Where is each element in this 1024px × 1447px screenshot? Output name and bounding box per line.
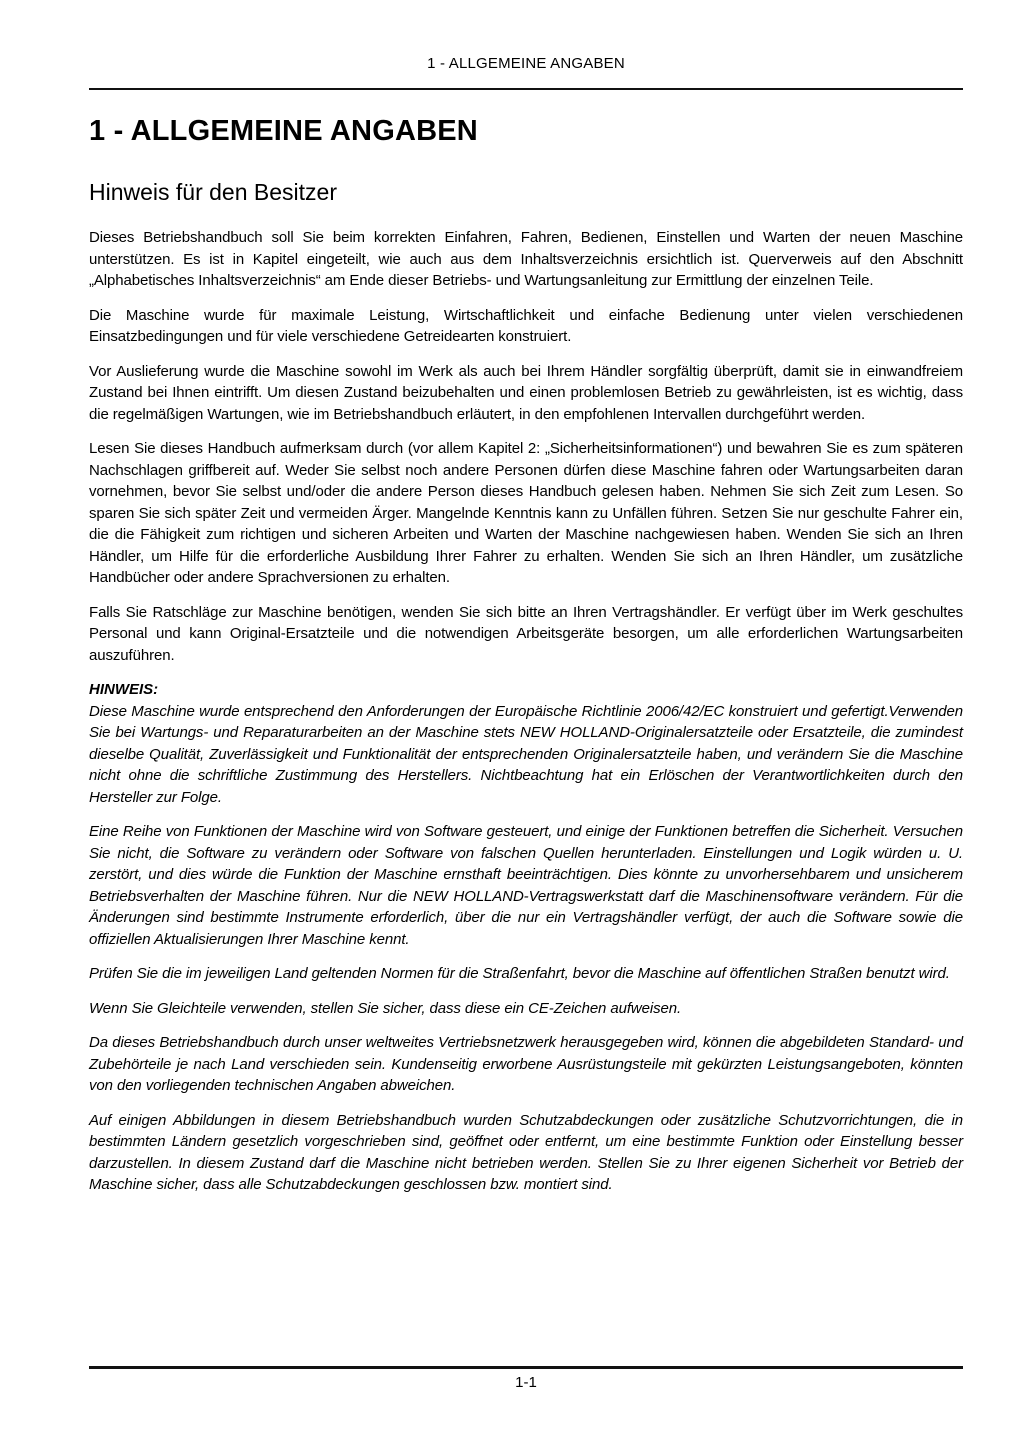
note-paragraph-5: Da dieses Betriebshandbuch durch unser weltweites Vertriebsnetzwerk herausgegeben wird, können die abgebildeten Standard- und Zubehörteile je nach Land verschieden sein. Kundenseitig erworbene Ausrüstungsteile mit gekürzten Leistungsangeboten, könnten von den vorliegenden technischen Angaben abweichen. [89,1034,963,1094]
note-paragraph-4: Wenn Sie Gleichteile verwenden, stellen Sie sicher, dass diese ein CE-Zeichen aufweisen. [89,999,682,1017]
paragraph-owner-notice-5: Falls Sie Ratschläge zur Maschine benötigen, wenden Sie sich bitte an Ihren Vertragshändler. Er verfügt über im Werk geschultes Personal und kann Original-Ersatzteile und die notwendigen Arbeitsgeräte besorgen, um alle erforderlichen Wartungsarbeiten auszuführen. [89,603,963,664]
page-number: 1-1 [515,1374,537,1391]
note-paragraph-3: Prüfen Sie die im jeweiligen Land geltenden Normen für die Straßenfahrt, bevor die Maschine auf öffentlichen Straßen benutzt wird. [89,965,950,982]
header-rule [89,88,963,90]
running-header-title: 1 - ALLGEMEINE ANGABEN [427,55,625,72]
page-footer [89,1366,963,1391]
paragraph-owner-notice-2: Die Maschine wurde für maximale Leistung, Wirtschaftlichkeit und einfache Bedienung unter vielen verschiedenen Einsatzbedingungen und für viele verschiedene Getreidearten konstruiert. [89,306,963,345]
note-paragraph-2: Eine Reihe von Funktionen der Maschine wird von Software gesteuert, und einige der Funktionen betreffen die Sicherheit. Versuchen Sie nicht, die Software zu verändern oder Software von falschen Quellen herunterladen. Einstellungen und Logik würden u. U. zerstört, und dies würde die Funktion der Maschine ernsthaft beeinträchtigen. Dies könnte zu unvorhersehbarem und unsicherem Betriebsverhalten der Maschine führen. Nur die NEW HOLLAND-Vertragswerkstatt darf die Maschinensoftware verändern. Für die Änderungen sind bestimmte Instrumente erforderlich, über die nur ein Vertragshändler verfügt, der auch die Software sowie die offiziellen Aktualisierungen Ihrer Maschine kennt. [89,823,963,948]
body-text [89,227,963,1196]
paragraph-owner-notice-1: Dieses Betriebshandbuch soll Sie beim korrekten Einfahren, Fahren, Bedienen, Einstellen und Warten der neuen Maschine unterstützen. Es ist in Kapitel eingeteilt, wie auch aus dem Inhaltsverzeichnis ersichtlich ist. Querverweis auf den Abschnitt „Alphabetisches Inhaltsverzeichnis“ am Ende dieser Betriebs- und Wartungsanleitung zur Ermittlung der einzelnen Teile. [89,229,963,289]
paragraph-owner-notice-4: Lesen Sie dieses Handbuch aufmerksam durch (vor allem Kapitel 2: „Sicherheitsinformationen“) und bewahren Sie es zum späteren Nachschlagen griffbereit auf. Weder Sie selbst noch andere Personen dürfen diese Maschine fahren oder Wartungsarbeiten daran vornehmen, bevor Sie selbst und/oder die andere Person dieses Handbuch gelesen haben. Nehmen Sie sich Zeit zum Lesen. So sparen Sie sich später Zeit und vermeiden Ärger. Mangelnde Kenntnis kann zu Unfällen führen. Setzen Sie nur geschulte Fahrer ein, die die Fähigkeit zum richtigen und sicheren Arbeiten und Warten der Maschine nachgewiesen haben. Wenden Sie sich an Ihren Händler, um Hilfe für die erforderliche Ausbildung Ihrer Fahrer zu erhalten. Wenden Sie sich an Ihren Händler, um zusätzliche Handbücher oder andere Sprachversionen zu erhalten. [89,440,963,586]
note-paragraph-1: Diese Maschine wurde entsprechend den Anforderungen der Europäische Richtlinie 2006/42/EC konstruiert und gefertigt.Verwenden Sie bei Wartungs- und Reparaturarbeiten an der Maschine stets NEW HOLLAND-Originalersatzteile oder Ersatzteile, die zumindest dieselbe Qualität, Zuverlässigkeit und Funktionalität der entsprechenden Originalersatzteile haben, und verändern Sie die Maschine nicht ohne die schriftliche Zustimmung des Herstellers. Nichtbeachtung hat ein Erlöschen der Verantwortlichkeiten durch den Hersteller zur Folge. [89,702,963,806]
chapter-title: 1 - ALLGEMEINE ANGABEN [89,115,478,147]
page-header [89,55,963,90]
paragraph-owner-notice-3: Vor Auslieferung wurde die Maschine sowohl im Werk als auch bei Ihrem Händler sorgfältig überprüft, damit sie in einwandfreiem Zustand bei Ihnen eintrifft. Um diesen Zustand beizubehalten und einen problemlosen Betrieb zu gewährleisten, ist es wichtig, dass die regelmäßigen Wartungen, wie im Betriebshandbuch erläutert, in den empfohlenen Intervallen durchgeführt werden. [89,362,963,423]
note-paragraph-6: Auf einigen Abbildungen in diesem Betriebshandbuch wurden Schutzabdeckungen oder zusätzliche Schutzvorrichtungen, die in bestimmten Ländern gesetzlich vorgeschrieben sind, geöffnet oder entfernt, um eine bestimmte Funktion oder Einstellung besser darzustellen. In diesem Zustand darf die Maschine nicht betrieben werden. Stellen Sie zu Ihrer eigenen Sicherheit vor Betrieb der Maschine sicher, dass alle Schutzabdeckungen geschlossen bzw. montiert sind. [89,1111,963,1193]
page-body [89,114,963,1196]
footer-rule [89,1366,963,1369]
note-label: HINWEIS: [89,681,159,698]
section-title: Hinweis für den Besitzer [89,179,337,205]
